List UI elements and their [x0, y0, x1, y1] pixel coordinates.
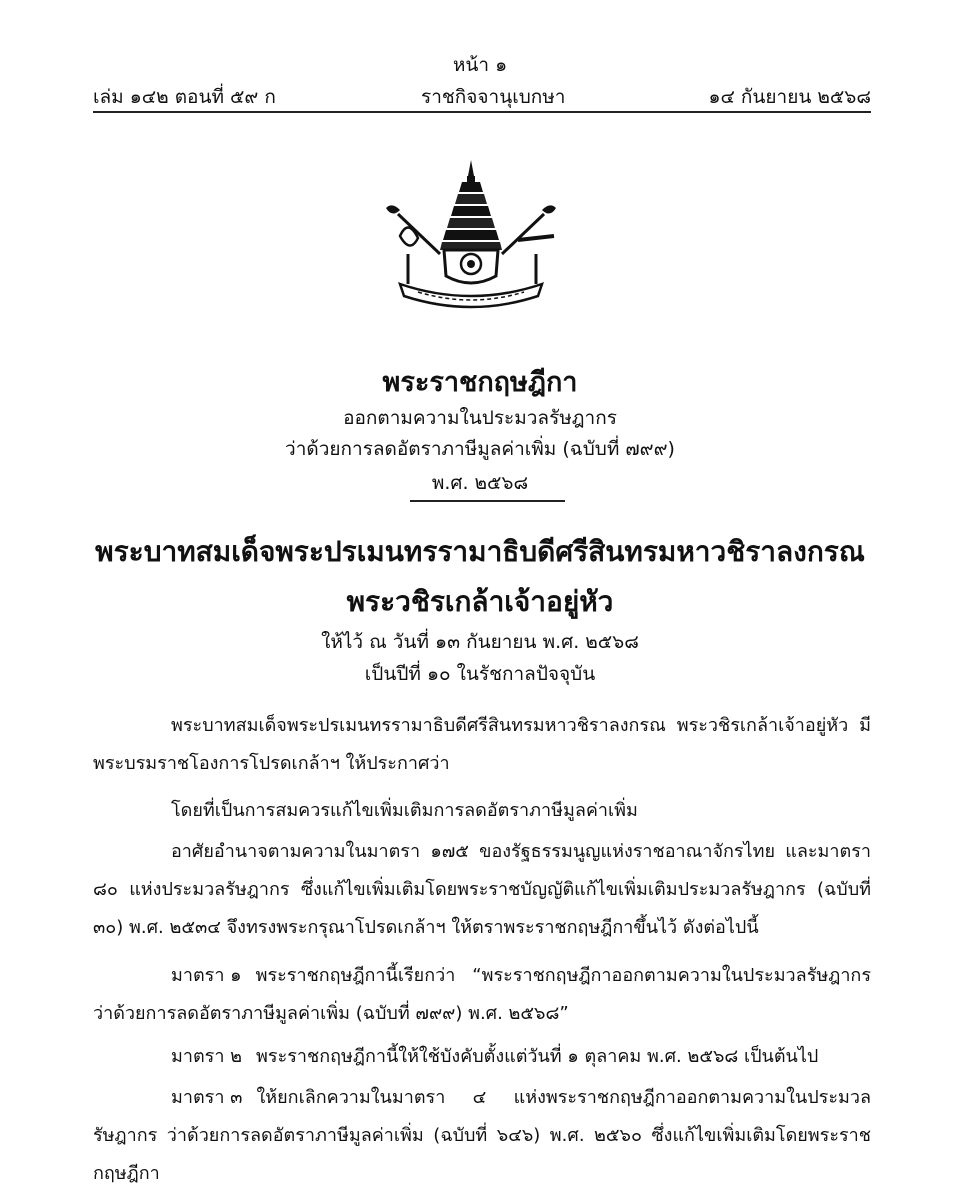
decree-title: พระราชกฤษฎีกา	[382, 367, 578, 398]
reason-paragraph	[93, 792, 871, 830]
decree-subtitle-2: ว่าด้วยการลดอัตราภาษีมูลค่าเพิ่ม (ฉบับที่ ๗๙๙)	[285, 438, 675, 460]
section-3-label: มาตรา ๓	[171, 1087, 243, 1108]
royal-emblem-icon	[378, 158, 564, 310]
authority-paragraph	[93, 833, 871, 947]
header-divider	[93, 111, 871, 113]
publication-date: ๑๔ กันยายน ๒๕๖๘	[708, 86, 871, 108]
preamble-text: พระบาทสมเด็จพระปรเมนทรรามาธิบดีศรีสินทรมหาวชิราลงกรณ พระวชิรเกล้าเจ้าอยู่หัว มีพระบรมราชโองการโปรดเกล้าฯ ให้ประกาศว่า	[93, 715, 871, 774]
section-1-text: พระราชกฤษฎีกานี้เรียกว่า “พระราชกฤษฎีกาออกตามความในประมวลรัษฎากร ว่าด้วยการลดอัตราภาษีมูลค่าเพิ่ม (ฉบับที่ ๗๙๙) พ.ศ. ๒๕๖๘”	[93, 965, 871, 1024]
title-divider	[410, 500, 565, 502]
section-2	[93, 1038, 871, 1076]
section-2-text: พระราชกฤษฎีกานี้ให้ใช้บังคับตั้งแต่วันที่ ๑ ตุลาคม พ.ศ. ๒๕๖๘ เป็นต้นไป	[256, 1046, 819, 1067]
section-2-label: มาตรา ๒	[171, 1046, 243, 1067]
reason-text: โดยที่เป็นการสมควรแก้ไขเพิ่มเติมการลดอัตราภาษีมูลค่าเพิ่ม	[171, 800, 638, 821]
section-3	[93, 1079, 871, 1193]
decree-year: พ.ศ. ๒๕๖๘	[431, 472, 529, 494]
king-name-line-2: พระวชิรเกล้าเจ้าอยู่หัว	[346, 585, 614, 618]
page-number: หน้า ๑	[452, 54, 508, 76]
section-1-label: มาตรา ๑	[171, 965, 242, 986]
section-1	[93, 957, 871, 1033]
volume-issue: เล่ม ๑๔๒ ตอนที่ ๕๙ ก	[93, 86, 276, 108]
king-name-line-1: พระบาทสมเด็จพระปรเมนทรรามาธิบดีศรีสินทรมหาวชิราลงกรณ	[95, 535, 865, 568]
publication-name: ราชกิจจานุเบกษา	[421, 86, 566, 108]
decree-subtitle-1: ออกตามความในประมวลรัษฎากร	[343, 407, 617, 429]
given-date: ให้ไว้ ณ วันที่ ๑๓ กันยายน พ.ศ. ๒๕๖๘	[321, 631, 639, 653]
reign-year: เป็นปีที่ ๑๐ ในรัชกาลปัจจุบัน	[364, 663, 596, 685]
authority-text: อาศัยอำนาจตามความในมาตรา ๑๗๕ ของรัฐธรรมนูญแห่งราชอาณาจักรไทย และมาตรา ๘๐ แห่งประมวลรัษฎากร ซึ่งแก้ไขเพิ่มเติมโดยพระราชบัญญัติแก้ไขเพิ่มเติมประมวลรัษฎากร (ฉบับที่ ๓๐) พ.ศ. ๒๕๓๔ จึงทรงพระกรุณาโปรดเกล้าฯ ให้ตราพระราชกฤษฎีกาขึ้นไว้ ดังต่อไปนี้	[93, 841, 871, 938]
gazette-header	[93, 82, 871, 112]
section-3-text: ให้ยกเลิกความในมาตรา ๔ แห่งพระราชกฤษฎีกาออกตามความในประมวลรัษฎากร ว่าด้วยการลดอัตราภาษีมูลค่าเพิ่ม (ฉบับที่ ๖๔๖) พ.ศ. ๒๕๖๐ ซึ่งแก้ไขเพิ่มเติมโดยพระราชกฤษฎีกา	[93, 1087, 871, 1184]
preamble-paragraph	[93, 707, 871, 783]
